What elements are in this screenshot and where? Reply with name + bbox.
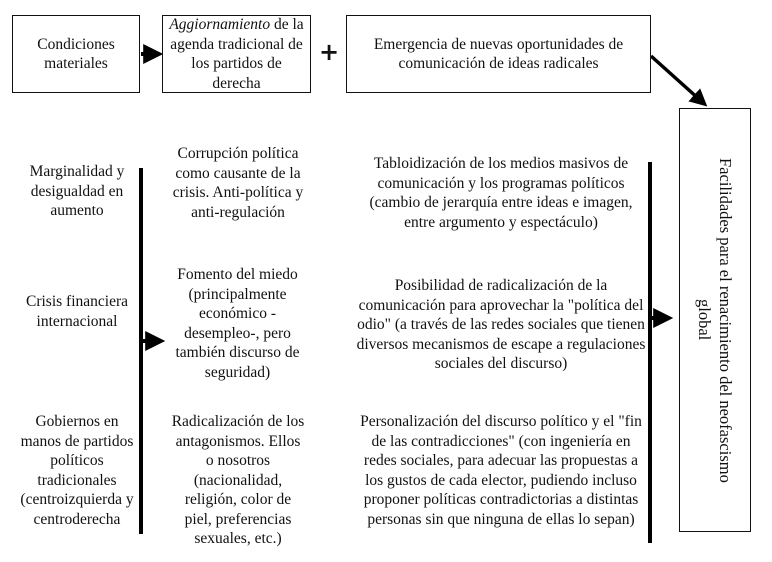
communication-item: Posibilidad de radicalización de la comunicación para aprovechar la "política del odio" (a través de las redes sociales que tienen diversos mecanismos de escape a regulaciones sociales del discurso) bbox=[356, 277, 646, 372]
agenda-item: Radicalización de los antagonismos. Ellos o nosotros (nacionalidad, religión, color de piel, preferencias sexuales, etc.) bbox=[171, 413, 305, 547]
box-condiciones-materiales bbox=[12, 15, 140, 93]
communication-item: Tabloidización de los medios masivos de comunicación y los programas políticos (cambio de jerarquía entre ideas e imagen, entre argumento y espectáculo) bbox=[369, 155, 633, 231]
condition-item: Marginalidad y desigualdad en aumento bbox=[29, 163, 125, 219]
box-emergencia-comunicacion bbox=[346, 15, 651, 93]
agenda-item: Fomento del miedo (principalmente económico -desempleo-, pero también discurso de seguridad) bbox=[175, 266, 300, 381]
communication-item: Personalización del discurso político y el "fin de las contradicciones" (con ingeniería en redes sociales, para adecuar las propuestas a los gustos de cada elector, pudiendo incluso proponer políticas contradictorias a distintas personas sin que ninguna de ellas lo sepan) bbox=[360, 413, 642, 528]
bracket-line-communication bbox=[648, 162, 652, 543]
box3-text: Emergencia de nuevas oportunidades de comunicación de ideas radicales bbox=[373, 36, 624, 72]
box-aggiornamiento bbox=[162, 15, 311, 93]
box1-line1: Condiciones bbox=[37, 36, 115, 53]
condition-item: Gobiernos en manos de partidos políticos tradicionales (centroizquierda y centroderecha bbox=[20, 413, 134, 528]
condition-item: Crisis financiera internacional bbox=[25, 293, 128, 330]
plus-icon: + bbox=[319, 38, 340, 66]
box-outcome-neofascismo bbox=[679, 108, 751, 532]
box2-italic: Aggiornamiento bbox=[169, 16, 271, 33]
agenda-item: Corrupción política como causante de la crisis. Anti-política y anti-regulación bbox=[172, 145, 304, 221]
box1-line2: materiales bbox=[44, 55, 108, 72]
diagonal-arrow-to-outcome bbox=[651, 56, 700, 100]
outcome-text: Facilidades para el renacimiento del neofascismo global bbox=[695, 157, 735, 483]
box2-text: de la agenda tradicional de los partidos de derecha bbox=[170, 16, 304, 92]
